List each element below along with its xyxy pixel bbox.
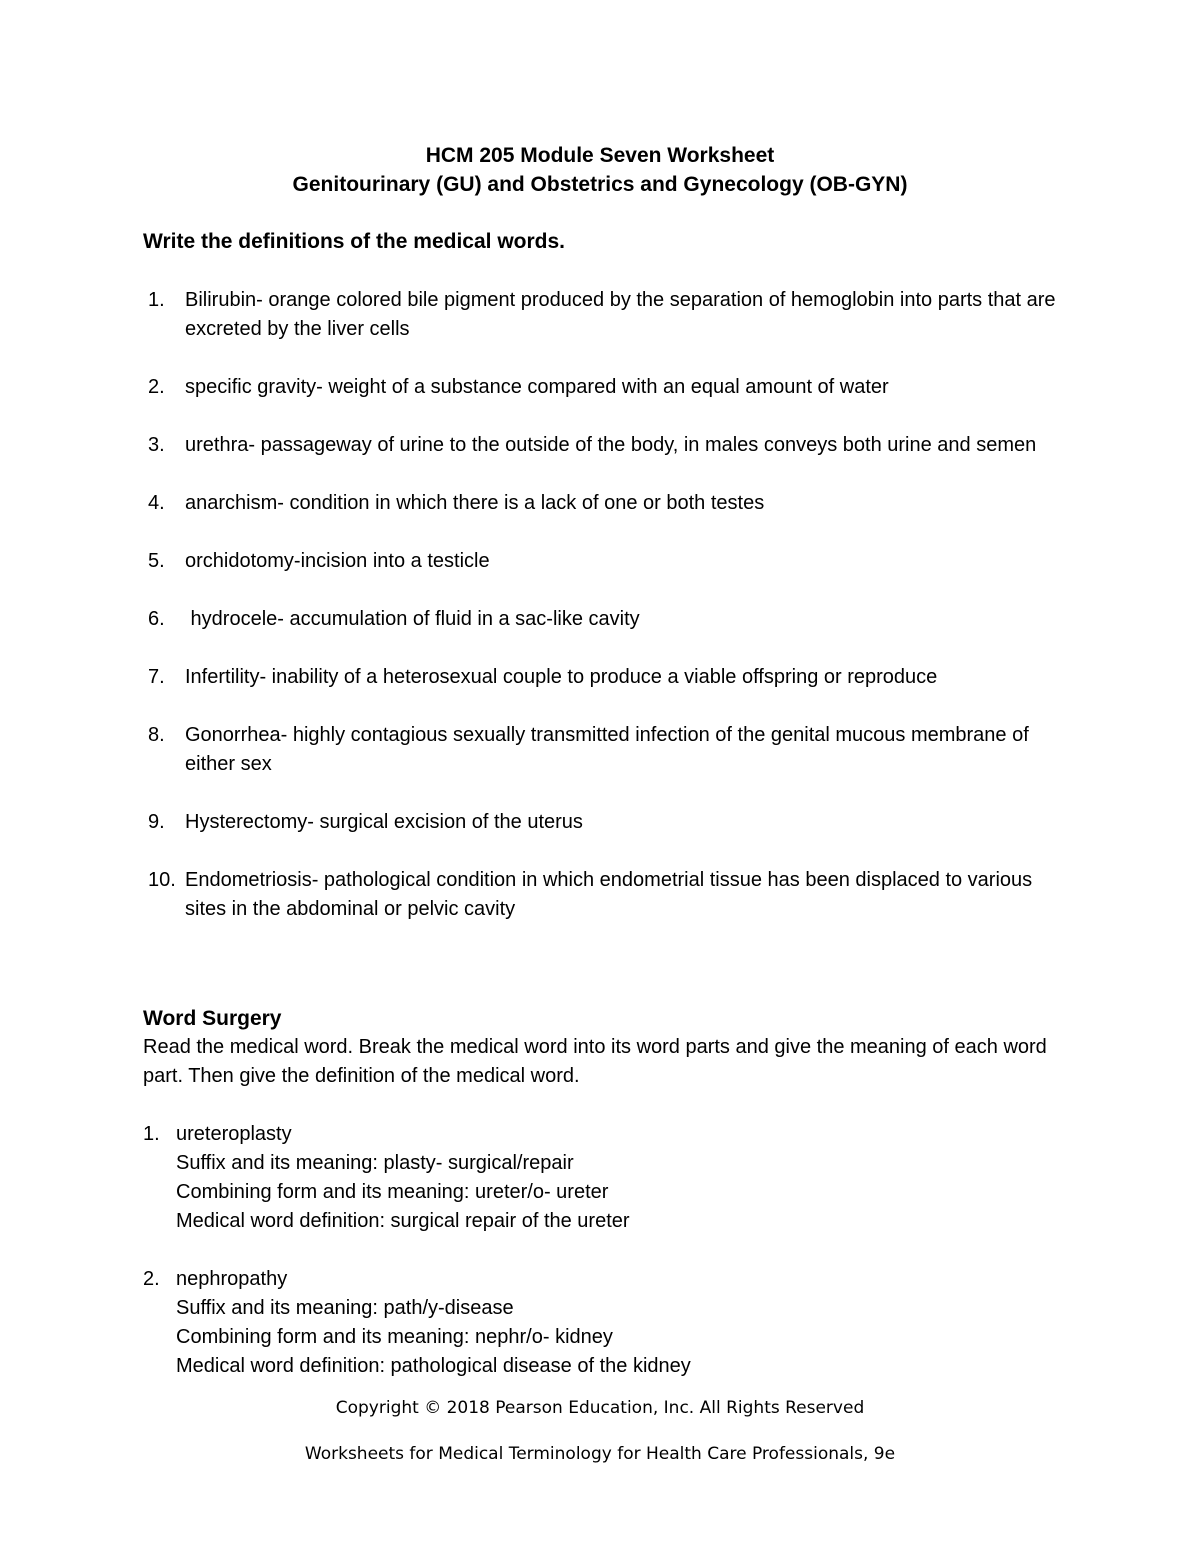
definition-text: Bilirubin- orange colored bile pigment produced by the separation of hemoglobin into parts that are excreted by the liver cells xyxy=(185,289,1056,340)
item-number: 4. xyxy=(148,492,165,514)
item-number: 3. xyxy=(148,434,165,456)
definition-text: hydrocele- accumulation of fluid in a sac-like cavity xyxy=(185,608,640,630)
definition-item xyxy=(143,286,1073,344)
item-number: 2. xyxy=(143,1268,160,1290)
definition-text: anarchism- condition in which there is a lack of one or both testes xyxy=(185,492,765,514)
definitions-instruction: Write the definitions of the medical words. xyxy=(143,230,565,253)
definition-text: orchidotomy-incision into a testicle xyxy=(185,550,490,572)
definition-line: Medical word definition: pathological disease of the kidney xyxy=(176,1355,691,1377)
page-subtitle: Genitourinary (GU) and Obstetrics and Gynecology (OB-GYN) xyxy=(292,173,908,196)
definition-item xyxy=(143,489,1073,518)
word-surgery-item xyxy=(143,1120,1073,1236)
item-number: 1. xyxy=(148,289,165,311)
medical-word: nephropathy xyxy=(176,1268,288,1290)
definition-text: Endometriosis- pathological condition in which endometrial tissue has been displaced to various sites in the abdominal or pelvic cavity xyxy=(185,869,1033,920)
combining-form-line: Combining form and its meaning: nephr/o- kidney xyxy=(176,1326,613,1348)
definition-item xyxy=(143,605,1073,634)
suffix-line: Suffix and its meaning: path/y-disease xyxy=(176,1297,514,1319)
copyright-footer: Copyright © 2018 Pearson Education, Inc. All Rights Reserved xyxy=(335,1398,865,1418)
item-number: 2. xyxy=(148,376,165,398)
suffix-line: Suffix and its meaning: plasty- surgical/repair xyxy=(176,1152,574,1174)
item-number: 8. xyxy=(148,724,165,746)
definition-item xyxy=(143,547,1073,576)
definition-item xyxy=(143,808,1073,837)
item-number: 10. xyxy=(148,869,176,891)
definition-text: Gonorrhea- highly contagious sexually transmitted infection of the genital mucous membrane of either sex xyxy=(185,724,1029,775)
definition-text: Hysterectomy- surgical excision of the uterus xyxy=(185,811,583,833)
item-number: 7. xyxy=(148,666,165,688)
definition-line: Medical word definition: surgical repair of the ureter xyxy=(176,1210,630,1232)
definition-item xyxy=(143,866,1073,924)
definition-item xyxy=(143,663,1073,692)
definition-item xyxy=(143,721,1073,779)
definition-text: specific gravity- weight of a substance compared with an equal amount of water xyxy=(185,376,889,398)
item-number: 6. xyxy=(148,608,165,630)
item-number: 1. xyxy=(143,1123,160,1145)
definition-item xyxy=(143,373,1073,402)
book-title-footer: Worksheets for Medical Terminology for Health Care Professionals, 9e xyxy=(304,1444,896,1464)
word-surgery-heading: Word Surgery xyxy=(143,1007,282,1030)
definition-text: urethra- passageway of urine to the outside of the body, in males conveys both urine and semen xyxy=(185,434,1037,456)
combining-form-line: Combining form and its meaning: ureter/o- ureter xyxy=(176,1181,609,1203)
word-surgery-item xyxy=(143,1265,1073,1381)
definitions-list xyxy=(143,286,1073,924)
title-block xyxy=(0,141,1200,199)
definition-item xyxy=(143,431,1073,460)
word-surgery-intro: Read the medical word. Break the medical word into its word parts and give the meaning of each word part. Then give the definition of the medical word. xyxy=(143,1036,1047,1087)
item-number: 9. xyxy=(148,811,165,833)
word-surgery-list xyxy=(143,1120,1073,1381)
word-surgery-section xyxy=(143,1004,1073,1410)
definition-text: Infertility- inability of a heterosexual couple to produce a viable offspring or reproduce xyxy=(185,666,938,688)
page-title: HCM 205 Module Seven Worksheet xyxy=(425,144,775,167)
medical-word: ureteroplasty xyxy=(176,1123,292,1145)
item-number: 5. xyxy=(148,550,165,572)
